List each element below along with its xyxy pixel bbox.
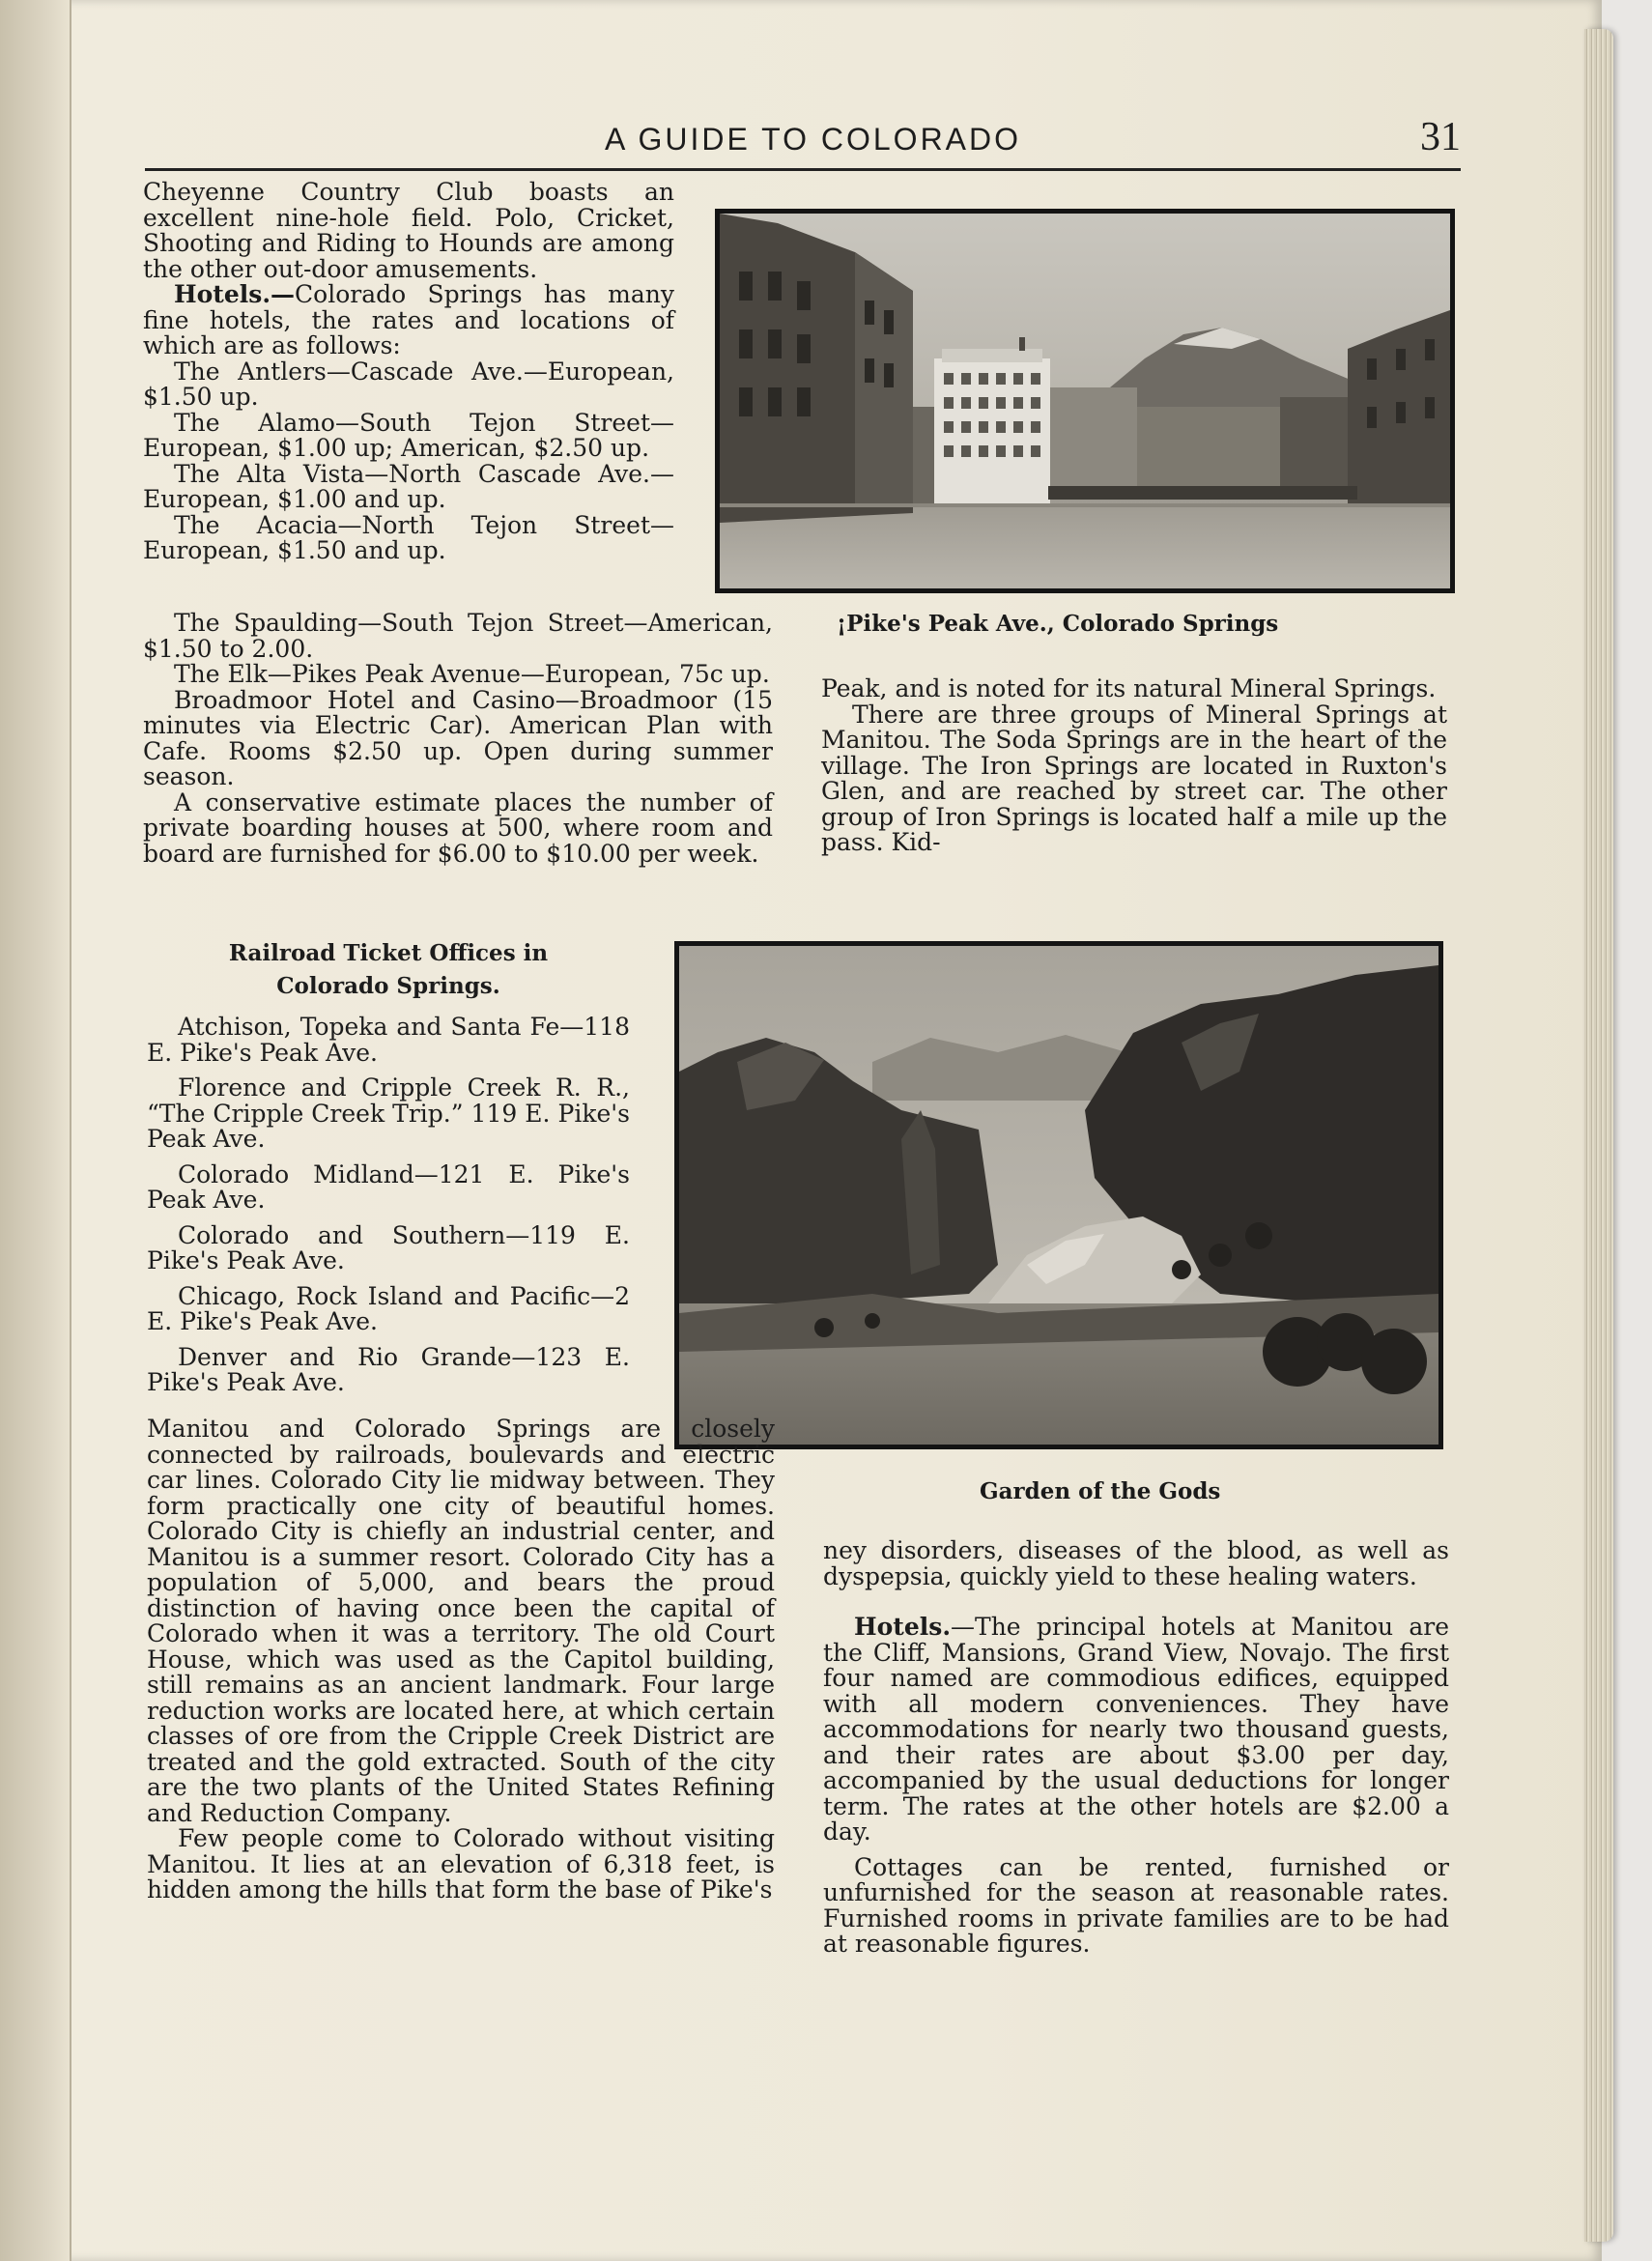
office-denver-rio-grande: Denver and Rio Grande—123 E. Pike's Peak Ave. <box>147 1342 630 1396</box>
hotel-spaulding: The Spaulding—South Tejon Street—American, $1.50 to 2.00. <box>143 609 773 663</box>
office-rock-island: Chicago, Rock Island and Pacific—2 E. Pike's Peak Ave. <box>147 1281 630 1335</box>
manitou-hotels-text: —The principal hotels at Manitou are the Cliff, Mansions, Grand View, Novajo. The first four named are commodious edifices, equipped with all modern conveniences. They have accommodations for nearly two thousand guests, and their rates are about $3.00 per day, accompanied by the usual deductions for longer term. The rates at the other hotels are $2.00 a day. <box>823 1613 1449 1846</box>
page-gutter <box>0 0 71 2261</box>
manitou-hotels-paragraph <box>823 1615 1449 1846</box>
header-title: A GUIDE TO COLORADO <box>605 122 1022 157</box>
hotels-intro-text: Colorado Springs has many fine hotels, the rates and locations of which are as follows: <box>143 280 674 359</box>
hotel-elk: The Elk—Pikes Peak Avenue—European, 75c up. <box>174 660 770 688</box>
cottages-paragraph: Cottages can be rented, furnished or unfurnished for the season at reasonable rates. Furnished rooms in private families are to be had at reasonable figures. <box>823 1852 1449 1958</box>
hotels-label: Hotels.— <box>174 280 296 308</box>
hotel-alta-vista: The Alta Vista—North Cascade Ave.—European, $1.00 and up. <box>143 459 674 513</box>
manitou-hotels-label: Hotels. <box>854 1613 952 1641</box>
railroad-heading <box>147 937 630 1003</box>
railroad-heading-line2: Colorado Springs. <box>276 973 500 999</box>
pikes-peak-ave-caption: ¡Pike's Peak Ave., Colorado Springs <box>837 611 1279 637</box>
hotel-antlers: The Antlers—Cascade Ave.—European, $1.50 up. <box>143 357 674 411</box>
hotel-acacia: The Acacia—North Tejon Street—European, $1.50 and up. <box>143 510 674 564</box>
garden-of-the-gods-caption: Garden of the Gods <box>980 1478 1221 1504</box>
office-atchison: Atchison, Topeka and Santa Fe—118 E. Pike's Peak Ave. <box>147 1013 630 1067</box>
mineral-springs-section <box>821 676 1447 856</box>
railroad-ticket-offices <box>147 937 630 1396</box>
manitou-paragraph-2: Few people come to Colorado without visiting Manitou. It lies at an elevation of 6,318 feet, is hidden among the hills that form the base of Pike's <box>147 1824 775 1903</box>
hotel-alamo: The Alamo—South Tejon Street—European, $1.00 up; American, $2.50 up. <box>143 408 674 462</box>
hotels-continued-section <box>143 611 773 867</box>
page-edges <box>1584 29 1613 2242</box>
railroad-heading-line1: Railroad Ticket Offices in <box>228 940 549 966</box>
hotels-intro-paragraph <box>143 282 674 359</box>
manitou-hotels-section <box>823 1538 1449 1958</box>
manitou-paragraph-1 <box>147 1417 775 1826</box>
manitou-paragraph-1-text: Manitou and Colorado Springs are closely connected by railroads, boulevards and electric car lines. Colorado City lie midway between. They form practically one city of beautiful homes. Colorado City is chiefly an industrial center, and Manitou is a summer resort. Colorado City has a population of 5,000, and bears the proud distinction of having once been the capital of Colorado when it was a territory. The old Court House, which was used as the Capitol building, still remains as an ancient landmark. Four large reduction works are located here, at which certain classes of ore from the Cripple Creek District are treated and the gold extracted. South of the city are the two plants of the United States Refining and Reduction Company. <box>147 1415 775 1827</box>
mineral-springs-paragraph: Peak, and is noted for its natural Mineral Springs. <box>821 674 1437 702</box>
springs-groups-paragraph: There are three groups of Mineral Springs at Manitou. The Soda Springs are in the heart of the village. The Iron Springs are located in Ruxton's Glen, and are reached by street car. The other group of Iron Springs is located half a mile up the pass. Kid- <box>821 700 1447 856</box>
office-colorado-midland: Colorado Midland—121 E. Pike's Peak Ave. <box>147 1159 630 1214</box>
healing-waters-paragraph: ney disorders, diseases of the blood, as well as dyspepsia, quickly yield to these healing waters. <box>823 1536 1449 1590</box>
country-club-paragraph: Cheyenne Country Club boasts an excellent nine-hole field. Polo, Cricket, Shooting and Riding to Hounds are among the other out-door amusements. <box>143 178 674 283</box>
street-scene-image <box>720 214 1450 588</box>
running-header <box>145 115 1461 171</box>
page-number: 31 <box>1420 115 1461 159</box>
hotels-colorado-springs-section <box>143 180 674 564</box>
manitou-section <box>147 1417 775 1903</box>
garden-of-the-gods-photo <box>674 941 1443 1449</box>
landscape-image <box>679 946 1438 1445</box>
pikes-peak-ave-photo <box>715 209 1455 593</box>
office-florence-cripple-creek: Florence and Cripple Creek R. R., “The Cripple Creek Trip.” 119 E. Pike's Peak Ave. <box>147 1073 630 1153</box>
hotel-broadmoor: Broadmoor Hotel and Casino—Broadmoor (15 minutes via Electric Car). American Plan with Cafe. Rooms $2.50 up. Open during summer season. <box>143 685 773 790</box>
boarding-houses-paragraph: A conservative estimate places the number of private boarding houses at 500, where room and board are furnished for $6.00 to $10.00 per week. <box>143 787 773 868</box>
office-colorado-southern: Colorado and Southern—119 E. Pike's Peak Ave. <box>147 1220 630 1274</box>
